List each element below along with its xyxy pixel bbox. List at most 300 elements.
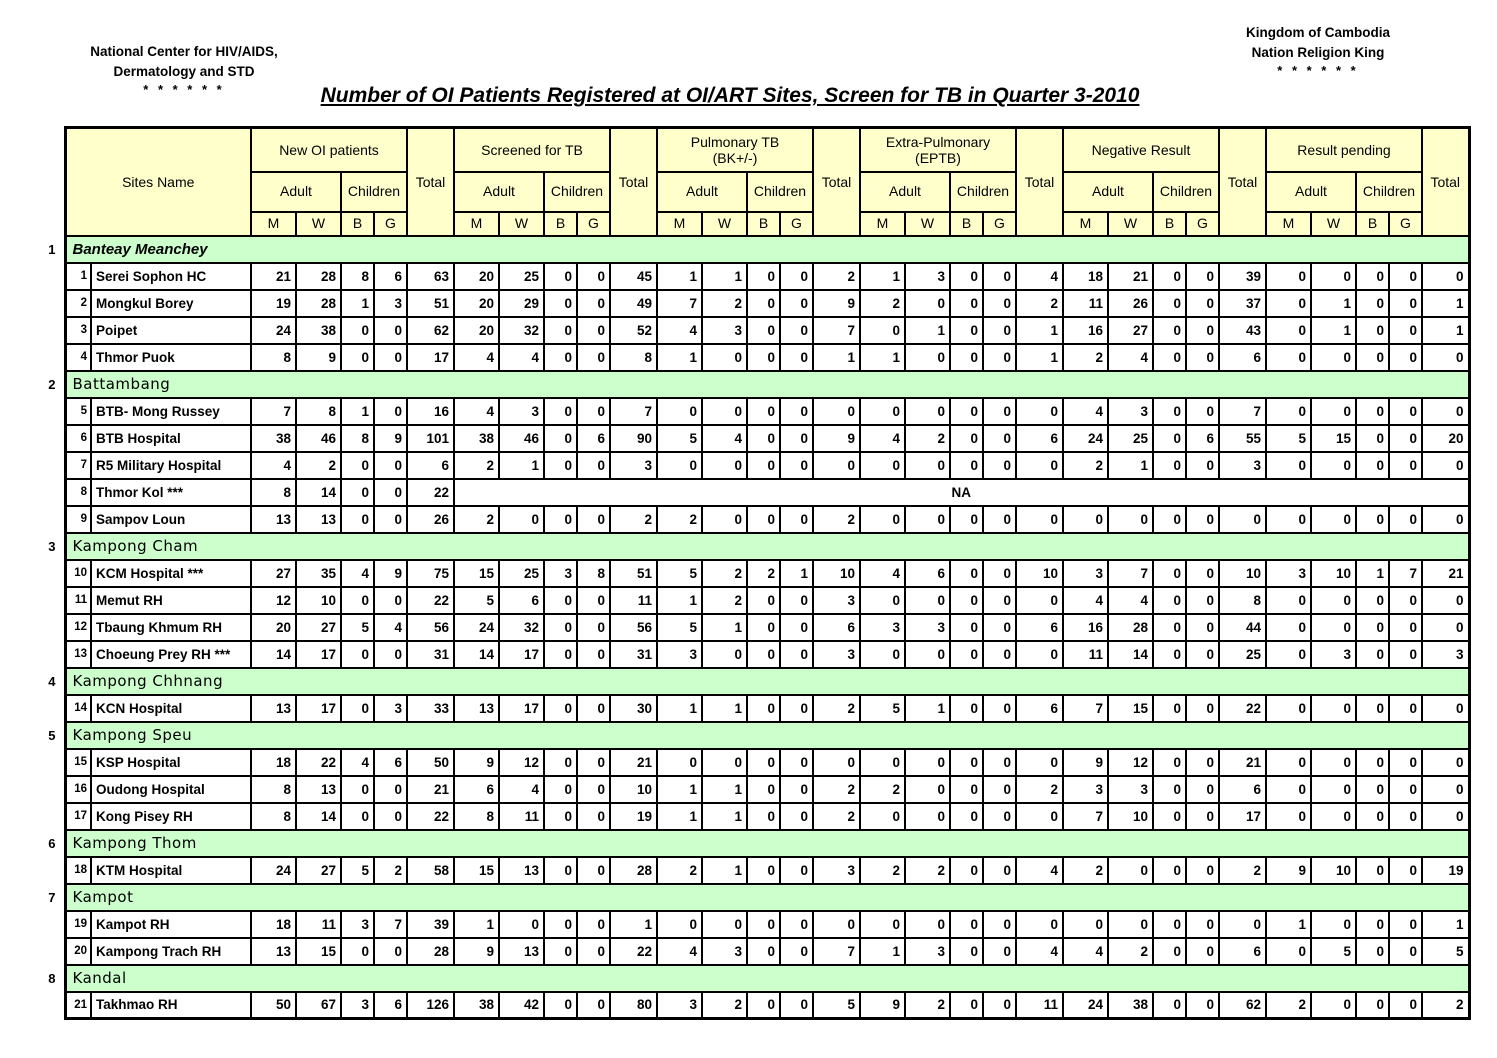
value-cell: 0 bbox=[1016, 803, 1063, 830]
value-cell: 0 bbox=[747, 776, 780, 803]
value-cell: 0 bbox=[1356, 695, 1389, 722]
gutter-spacer bbox=[28, 641, 65, 668]
gutter-spacer bbox=[28, 938, 65, 965]
value-cell: 0 bbox=[544, 344, 577, 371]
value-cell: 0 bbox=[950, 938, 983, 965]
province-row bbox=[28, 830, 1469, 857]
value-cell: 0 bbox=[577, 506, 610, 533]
value-cell: 0 bbox=[813, 911, 860, 938]
value-cell: 13 bbox=[499, 857, 544, 884]
group-header-pending: Result pending bbox=[1266, 128, 1422, 172]
value-cell: 2 bbox=[860, 857, 905, 884]
value-cell: 0 bbox=[544, 290, 577, 317]
col-b: B bbox=[1356, 212, 1389, 236]
value-cell: 0 bbox=[950, 614, 983, 641]
value-cell: 0 bbox=[544, 317, 577, 344]
value-cell: 0 bbox=[1389, 938, 1422, 965]
value-cell: 0 bbox=[1016, 452, 1063, 479]
value-cell: 0 bbox=[374, 776, 407, 803]
site-row bbox=[28, 938, 1469, 965]
group-header-screened: Screened for TB bbox=[454, 128, 610, 172]
value-cell: 3 bbox=[341, 992, 374, 1019]
value-cell: 0 bbox=[1356, 992, 1389, 1019]
value-cell: 0 bbox=[1186, 587, 1219, 614]
value-cell: 0 bbox=[1389, 398, 1422, 425]
value-cell: 4 bbox=[702, 425, 747, 452]
value-cell: 0 bbox=[905, 398, 950, 425]
site-row bbox=[28, 452, 1469, 479]
value-cell: 0 bbox=[1266, 803, 1311, 830]
children-header: Children bbox=[544, 172, 610, 212]
value-cell: 0 bbox=[1153, 587, 1186, 614]
value-cell: 17 bbox=[296, 641, 341, 668]
value-cell: 0 bbox=[1311, 776, 1356, 803]
value-cell: 2 bbox=[905, 857, 950, 884]
value-cell: 33 bbox=[407, 695, 454, 722]
site-row bbox=[28, 614, 1469, 641]
value-cell: 0 bbox=[1311, 263, 1356, 290]
site-name: Sampov Loun bbox=[91, 506, 251, 533]
value-cell: 101 bbox=[407, 425, 454, 452]
value-cell: 12 bbox=[1108, 749, 1153, 776]
value-cell: 37 bbox=[1219, 290, 1266, 317]
site-row bbox=[28, 641, 1469, 668]
value-cell: 10 bbox=[610, 776, 657, 803]
value-cell: 0 bbox=[1186, 992, 1219, 1019]
value-cell: 0 bbox=[1311, 506, 1356, 533]
value-cell: 14 bbox=[454, 641, 499, 668]
value-cell: 11 bbox=[1063, 641, 1108, 668]
value-cell: 1 bbox=[657, 695, 702, 722]
value-cell: 6 bbox=[1016, 425, 1063, 452]
value-cell: 0 bbox=[577, 344, 610, 371]
value-cell: 38 bbox=[296, 317, 341, 344]
value-cell: 0 bbox=[983, 614, 1016, 641]
value-cell: 2 bbox=[296, 452, 341, 479]
value-cell: 0 bbox=[577, 749, 610, 776]
province-row bbox=[28, 236, 1469, 263]
province-row bbox=[28, 884, 1469, 911]
value-cell: 0 bbox=[1219, 911, 1266, 938]
gutter-header bbox=[28, 128, 65, 236]
value-cell: 0 bbox=[1389, 290, 1422, 317]
value-cell: 0 bbox=[1389, 992, 1422, 1019]
site-row bbox=[28, 911, 1469, 938]
value-cell: 24 bbox=[1063, 425, 1108, 452]
value-cell: 14 bbox=[251, 641, 296, 668]
gutter-spacer bbox=[28, 317, 65, 344]
value-cell: 9 bbox=[813, 290, 860, 317]
value-cell: 8 bbox=[341, 425, 374, 452]
value-cell: 4 bbox=[251, 452, 296, 479]
value-cell: 0 bbox=[983, 344, 1016, 371]
value-cell: 0 bbox=[1311, 992, 1356, 1019]
site-row bbox=[28, 398, 1469, 425]
value-cell: 21 bbox=[610, 749, 657, 776]
value-cell: 0 bbox=[1311, 344, 1356, 371]
value-cell: 0 bbox=[1311, 587, 1356, 614]
value-cell: 13 bbox=[296, 506, 341, 533]
value-cell: 0 bbox=[780, 938, 813, 965]
value-cell: 9 bbox=[454, 749, 499, 776]
value-cell: 4 bbox=[1063, 938, 1108, 965]
value-cell: 0 bbox=[544, 695, 577, 722]
site-name: Choeung Prey RH *** bbox=[91, 641, 251, 668]
value-cell: 8 bbox=[251, 479, 296, 506]
value-cell: 3 bbox=[341, 911, 374, 938]
gutter-spacer bbox=[28, 992, 65, 1019]
value-cell: 4 bbox=[454, 344, 499, 371]
value-cell: 6 bbox=[407, 452, 454, 479]
value-cell: 27 bbox=[251, 560, 296, 587]
value-cell: 6 bbox=[577, 425, 610, 452]
value-cell: 0 bbox=[780, 992, 813, 1019]
value-cell: 0 bbox=[374, 803, 407, 830]
col-g: G bbox=[983, 212, 1016, 236]
value-cell: 0 bbox=[1389, 695, 1422, 722]
value-cell: 0 bbox=[1186, 452, 1219, 479]
value-cell: 4 bbox=[1063, 587, 1108, 614]
value-cell: 62 bbox=[407, 317, 454, 344]
value-cell: 0 bbox=[1389, 803, 1422, 830]
value-cell: 28 bbox=[407, 938, 454, 965]
kingdom-line1: Kingdom of Cambodia bbox=[1246, 25, 1390, 40]
value-cell: 1 bbox=[657, 263, 702, 290]
value-cell: 28 bbox=[296, 290, 341, 317]
value-cell: 21 bbox=[1219, 749, 1266, 776]
value-cell: 0 bbox=[747, 938, 780, 965]
province-name-cell: Battambang bbox=[65, 371, 1469, 398]
value-cell: 14 bbox=[296, 803, 341, 830]
value-cell: 0 bbox=[1389, 911, 1422, 938]
value-cell: 0 bbox=[1186, 803, 1219, 830]
value-cell: 0 bbox=[780, 857, 813, 884]
value-cell: 0 bbox=[860, 803, 905, 830]
value-cell: 0 bbox=[780, 803, 813, 830]
value-cell: 0 bbox=[341, 452, 374, 479]
value-cell: 13 bbox=[454, 695, 499, 722]
value-cell: 0 bbox=[374, 398, 407, 425]
value-cell: 3 bbox=[702, 938, 747, 965]
province-name-cell: Kampong Chhnang bbox=[65, 668, 1469, 695]
value-cell: 1 bbox=[702, 776, 747, 803]
value-cell: 0 bbox=[950, 506, 983, 533]
site-row bbox=[28, 344, 1469, 371]
value-cell: 0 bbox=[1186, 776, 1219, 803]
site-name: Thmor Kol *** bbox=[91, 479, 251, 506]
value-cell: 5 bbox=[813, 992, 860, 1019]
value-cell: 0 bbox=[1186, 560, 1219, 587]
province-row bbox=[28, 533, 1469, 560]
value-cell: 1 bbox=[1266, 911, 1311, 938]
value-cell: 3 bbox=[499, 398, 544, 425]
value-cell: 22 bbox=[407, 803, 454, 830]
value-cell: 0 bbox=[950, 857, 983, 884]
value-cell: 6 bbox=[1219, 344, 1266, 371]
value-cell: 0 bbox=[1311, 452, 1356, 479]
value-cell: 1 bbox=[860, 263, 905, 290]
value-cell: 22 bbox=[1219, 695, 1266, 722]
value-cell: 6 bbox=[454, 776, 499, 803]
value-cell: 0 bbox=[950, 425, 983, 452]
value-cell: 3 bbox=[860, 614, 905, 641]
value-cell: 0 bbox=[544, 452, 577, 479]
value-cell: 0 bbox=[577, 614, 610, 641]
value-cell: 0 bbox=[544, 803, 577, 830]
value-cell: 2 bbox=[813, 776, 860, 803]
stars-right: * * * * * * bbox=[1277, 63, 1359, 79]
value-cell: 49 bbox=[610, 290, 657, 317]
value-cell: 5 bbox=[1266, 425, 1311, 452]
value-cell: 0 bbox=[1389, 506, 1422, 533]
value-cell: 0 bbox=[905, 749, 950, 776]
value-cell: 0 bbox=[780, 749, 813, 776]
value-cell: 0 bbox=[1356, 803, 1389, 830]
value-cell: 3 bbox=[1422, 641, 1469, 668]
value-cell: 0 bbox=[780, 614, 813, 641]
value-cell: 11 bbox=[1016, 992, 1063, 1019]
value-cell: 0 bbox=[950, 749, 983, 776]
province-name-cell: Kampong Speu bbox=[65, 722, 1469, 749]
col-m: M bbox=[454, 212, 499, 236]
site-name: Kong Pisey RH bbox=[91, 803, 251, 830]
value-cell: 0 bbox=[702, 911, 747, 938]
value-cell: 2 bbox=[1016, 290, 1063, 317]
site-name: Mongkul Borey bbox=[91, 290, 251, 317]
gutter-spacer bbox=[28, 263, 65, 290]
value-cell: 8 bbox=[341, 263, 374, 290]
value-cell: 1 bbox=[341, 290, 374, 317]
value-cell: 0 bbox=[780, 263, 813, 290]
site-number: 9 bbox=[65, 506, 91, 533]
value-cell: 22 bbox=[407, 587, 454, 614]
value-cell: 1 bbox=[1311, 290, 1356, 317]
value-cell: 4 bbox=[454, 398, 499, 425]
value-cell: 0 bbox=[577, 587, 610, 614]
site-number: 17 bbox=[65, 803, 91, 830]
value-cell: 2 bbox=[702, 290, 747, 317]
province-name-cell: Kampong Cham bbox=[65, 533, 1469, 560]
value-cell: 0 bbox=[780, 776, 813, 803]
gutter-spacer bbox=[28, 425, 65, 452]
value-cell: 0 bbox=[1186, 641, 1219, 668]
value-cell: 0 bbox=[905, 452, 950, 479]
children-header: Children bbox=[1153, 172, 1219, 212]
value-cell: 126 bbox=[407, 992, 454, 1019]
value-cell: 0 bbox=[747, 641, 780, 668]
value-cell: 22 bbox=[407, 479, 454, 506]
province-row bbox=[28, 668, 1469, 695]
value-cell: 0 bbox=[341, 803, 374, 830]
value-cell: 0 bbox=[1186, 695, 1219, 722]
value-cell: 3 bbox=[1063, 560, 1108, 587]
adult-header: Adult bbox=[1266, 172, 1356, 212]
value-cell: 17 bbox=[296, 695, 341, 722]
value-cell: 15 bbox=[1108, 695, 1153, 722]
value-cell: 6 bbox=[813, 614, 860, 641]
value-cell: 3 bbox=[544, 560, 577, 587]
value-cell: 51 bbox=[610, 560, 657, 587]
value-cell: 0 bbox=[950, 560, 983, 587]
value-cell: 2 bbox=[1266, 992, 1311, 1019]
value-cell: 0 bbox=[950, 587, 983, 614]
value-cell: 0 bbox=[1311, 695, 1356, 722]
value-cell: 0 bbox=[1356, 587, 1389, 614]
value-cell: 0 bbox=[577, 695, 610, 722]
value-cell: 14 bbox=[1108, 641, 1153, 668]
value-cell: 0 bbox=[341, 938, 374, 965]
gutter-spacer bbox=[28, 506, 65, 533]
value-cell: 20 bbox=[454, 317, 499, 344]
value-cell: 5 bbox=[657, 560, 702, 587]
value-cell: 2 bbox=[1219, 857, 1266, 884]
value-cell: 0 bbox=[1356, 749, 1389, 776]
group-header-pulmonary: Pulmonary TB (BK+/-) bbox=[657, 128, 813, 172]
value-cell: 0 bbox=[702, 344, 747, 371]
value-cell: 0 bbox=[780, 641, 813, 668]
value-cell: 0 bbox=[341, 776, 374, 803]
site-number: 7 bbox=[65, 452, 91, 479]
adult-header: Adult bbox=[251, 172, 341, 212]
value-cell: 24 bbox=[454, 614, 499, 641]
value-cell: 8 bbox=[610, 344, 657, 371]
value-cell: 0 bbox=[905, 290, 950, 317]
value-cell: 0 bbox=[747, 614, 780, 641]
value-cell: 0 bbox=[905, 803, 950, 830]
value-cell: 0 bbox=[860, 749, 905, 776]
value-cell: 0 bbox=[1153, 263, 1186, 290]
value-cell: 19 bbox=[1422, 857, 1469, 884]
value-cell: 30 bbox=[610, 695, 657, 722]
value-cell: 0 bbox=[747, 263, 780, 290]
value-cell: 0 bbox=[1153, 803, 1186, 830]
value-cell: 10 bbox=[1016, 560, 1063, 587]
value-cell: 9 bbox=[1266, 857, 1311, 884]
value-cell: 21 bbox=[407, 776, 454, 803]
value-cell: 9 bbox=[860, 992, 905, 1019]
value-cell: 4 bbox=[341, 560, 374, 587]
value-cell: 10 bbox=[296, 587, 341, 614]
value-cell: 0 bbox=[780, 425, 813, 452]
value-cell: 0 bbox=[1356, 506, 1389, 533]
col-g: G bbox=[577, 212, 610, 236]
value-cell: 0 bbox=[341, 641, 374, 668]
value-cell: 0 bbox=[1266, 344, 1311, 371]
value-cell: 1 bbox=[1108, 452, 1153, 479]
value-cell: 6 bbox=[374, 263, 407, 290]
col-m: M bbox=[860, 212, 905, 236]
value-cell: 10 bbox=[1311, 560, 1356, 587]
value-cell: 0 bbox=[1356, 263, 1389, 290]
site-number: 18 bbox=[65, 857, 91, 884]
table-header bbox=[28, 128, 1469, 236]
site-name: Oudong Hospital bbox=[91, 776, 251, 803]
value-cell: 24 bbox=[251, 857, 296, 884]
value-cell: 13 bbox=[296, 776, 341, 803]
value-cell: 0 bbox=[1266, 695, 1311, 722]
value-cell: 0 bbox=[860, 911, 905, 938]
site-name: Kampong Trach RH bbox=[91, 938, 251, 965]
value-cell: 0 bbox=[1266, 452, 1311, 479]
value-cell: 1 bbox=[341, 398, 374, 425]
value-cell: 11 bbox=[499, 803, 544, 830]
value-cell: 0 bbox=[1311, 614, 1356, 641]
value-cell: 0 bbox=[983, 803, 1016, 830]
value-cell: 0 bbox=[1422, 695, 1469, 722]
gutter-spacer bbox=[28, 695, 65, 722]
site-number: 15 bbox=[65, 749, 91, 776]
value-cell: 31 bbox=[610, 641, 657, 668]
value-cell: 17 bbox=[499, 695, 544, 722]
value-cell: 20 bbox=[454, 290, 499, 317]
value-cell: 0 bbox=[1266, 776, 1311, 803]
value-cell: 0 bbox=[1356, 452, 1389, 479]
value-cell: 0 bbox=[544, 587, 577, 614]
gutter-spacer bbox=[28, 776, 65, 803]
value-cell: 4 bbox=[499, 776, 544, 803]
value-cell: 15 bbox=[1311, 425, 1356, 452]
value-cell: 0 bbox=[983, 452, 1016, 479]
group-header-negative: Negative Result bbox=[1063, 128, 1219, 172]
value-cell: 0 bbox=[860, 641, 905, 668]
value-cell: 46 bbox=[296, 425, 341, 452]
value-cell: 2 bbox=[1063, 857, 1108, 884]
value-cell: 0 bbox=[1356, 614, 1389, 641]
value-cell: 0 bbox=[1266, 614, 1311, 641]
value-cell: 0 bbox=[983, 506, 1016, 533]
value-cell: 1 bbox=[657, 587, 702, 614]
value-cell: 0 bbox=[983, 749, 1016, 776]
na-cell: NA bbox=[454, 479, 1469, 506]
value-cell: 0 bbox=[1108, 911, 1153, 938]
value-cell: 2 bbox=[374, 857, 407, 884]
col-w: W bbox=[1108, 212, 1153, 236]
value-cell: 3 bbox=[905, 614, 950, 641]
adult-header: Adult bbox=[454, 172, 544, 212]
value-cell: 55 bbox=[1219, 425, 1266, 452]
value-cell: 0 bbox=[983, 911, 1016, 938]
value-cell: 0 bbox=[577, 938, 610, 965]
value-cell: 4 bbox=[657, 317, 702, 344]
value-cell: 0 bbox=[1219, 506, 1266, 533]
value-cell: 0 bbox=[544, 938, 577, 965]
value-cell: 7 bbox=[813, 317, 860, 344]
col-m: M bbox=[1063, 212, 1108, 236]
value-cell: 52 bbox=[610, 317, 657, 344]
value-cell: 0 bbox=[905, 776, 950, 803]
site-number: 13 bbox=[65, 641, 91, 668]
table-wrap bbox=[28, 126, 1471, 1020]
stars-left: * * * * * * bbox=[143, 82, 225, 98]
value-cell: 5 bbox=[341, 857, 374, 884]
value-cell: 0 bbox=[1389, 587, 1422, 614]
value-cell: 10 bbox=[1311, 857, 1356, 884]
value-cell: 0 bbox=[1108, 506, 1153, 533]
value-cell: 2 bbox=[860, 776, 905, 803]
page-title: Number of OI Patients Registered at OI/ART Sites, Screen for TB in Quarter 3-2010 bbox=[320, 84, 1140, 107]
value-cell: 15 bbox=[296, 938, 341, 965]
adult-header: Adult bbox=[860, 172, 950, 212]
value-cell: 0 bbox=[1186, 614, 1219, 641]
children-header: Children bbox=[341, 172, 407, 212]
value-cell: 0 bbox=[1422, 749, 1469, 776]
site-number: 19 bbox=[65, 911, 91, 938]
value-cell: 56 bbox=[610, 614, 657, 641]
value-cell: 6 bbox=[374, 992, 407, 1019]
value-cell: 0 bbox=[1266, 749, 1311, 776]
value-cell: 0 bbox=[1356, 857, 1389, 884]
value-cell: 16 bbox=[1063, 317, 1108, 344]
